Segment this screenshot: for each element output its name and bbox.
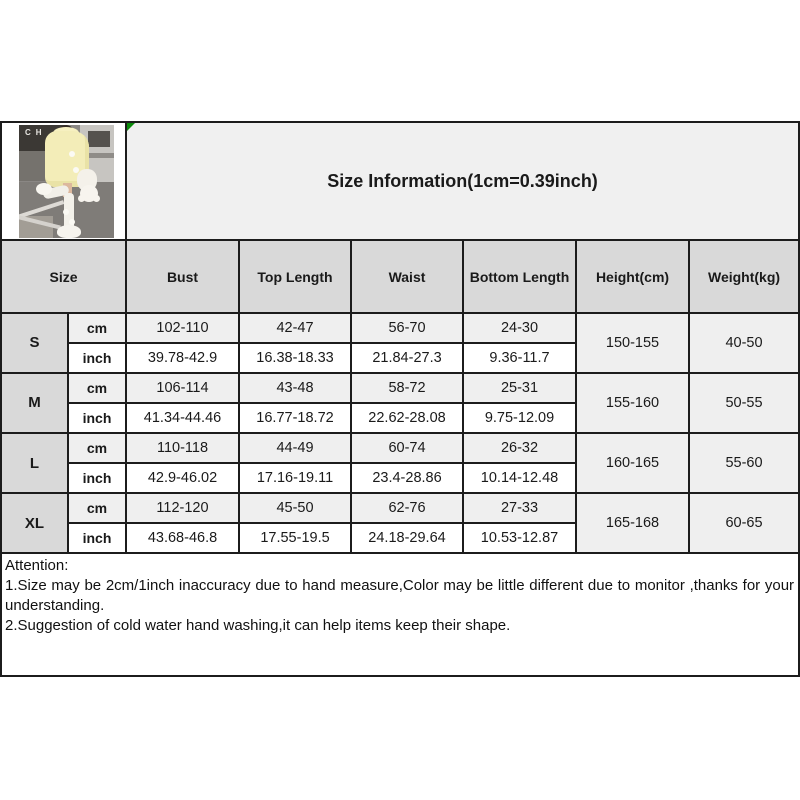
col-header-size: Size — [1, 240, 126, 312]
attention-note-1: 1.Size may be 2cm/1inch inaccuracy due to hand measure,Color may be little different due to monitor ,thanks for your understanding. — [5, 577, 795, 615]
storefront-window — [88, 131, 110, 147]
unit-label: cm — [68, 493, 126, 523]
unit-label: cm — [68, 373, 126, 403]
cell-l-cm-waist: 60-74 — [351, 433, 463, 463]
cell-m-cm-bottom-length: 25-31 — [463, 373, 576, 403]
attention-note-2: 2.Suggestion of cold water hand washing,it can help items keep their shape. — [5, 617, 511, 635]
size-label-xl: XL — [1, 493, 68, 553]
cell-l-weight: 55-60 — [689, 433, 799, 493]
header-row — [1, 240, 799, 312]
page-title: Size Information(1cm=0.39inch) — [327, 170, 598, 191]
cell-l-inch-bust: 42.9-46.02 — [126, 463, 239, 493]
col-header-top-length: Top Length — [239, 240, 351, 312]
cell-m-inch-waist: 22.62-28.08 — [351, 403, 463, 433]
cell-xl-inch-bottom-length: 10.53-12.87 — [463, 523, 576, 553]
size-label-l: L — [1, 433, 68, 493]
cell-s-height: 150-155 — [576, 313, 689, 373]
unit-label: inch — [68, 343, 126, 373]
storefront-sign: CH — [19, 125, 67, 151]
unit-label: cm — [68, 433, 126, 463]
cell-marker-icon — [127, 123, 135, 131]
cell-m-weight: 50-55 — [689, 373, 799, 433]
cell-s-weight: 40-50 — [689, 313, 799, 373]
cell-l-height: 160-165 — [576, 433, 689, 493]
col-header-waist: Waist — [351, 240, 463, 312]
cell-l-inch-bottom-length: 10.14-12.48 — [463, 463, 576, 493]
cell-m-cm-bust: 106-114 — [126, 373, 239, 403]
cell-s-inch-bottom-length: 9.36-11.7 — [463, 343, 576, 373]
cell-m-inch-bust: 41.34-44.46 — [126, 403, 239, 433]
cell-m-inch-top-length: 16.77-18.72 — [239, 403, 351, 433]
unit-label: inch — [68, 463, 126, 493]
table-row-s-cm — [1, 313, 799, 343]
attention-row — [1, 553, 799, 676]
cell-xl-cm-waist: 62-76 — [351, 493, 463, 523]
fluffy-shoe — [36, 183, 52, 195]
title-cell — [126, 122, 799, 240]
photo-cell — [1, 122, 126, 240]
size-label-m: M — [1, 373, 68, 433]
cell-xl-cm-bottom-length: 27-33 — [463, 493, 576, 523]
cell-l-cm-bottom-length: 26-32 — [463, 433, 576, 463]
cell-m-cm-top-length: 43-48 — [239, 373, 351, 403]
product-photo — [19, 125, 114, 238]
cell-xl-inch-top-length: 17.55-19.5 — [239, 523, 351, 553]
size-label-s: S — [1, 313, 68, 373]
cell-l-cm-bust: 110-118 — [126, 433, 239, 463]
cell-l-inch-top-length: 17.16-19.11 — [239, 463, 351, 493]
unit-label: cm — [68, 313, 126, 343]
cell-s-cm-bottom-length: 24-30 — [463, 313, 576, 343]
cell-xl-cm-top-length: 45-50 — [239, 493, 351, 523]
cell-xl-cm-bust: 112-120 — [126, 493, 239, 523]
col-header-height: Height(cm) — [576, 240, 689, 312]
cell-s-inch-top-length: 16.38-18.33 — [239, 343, 351, 373]
cell-m-inch-bottom-length: 9.75-12.09 — [463, 403, 576, 433]
table-row-xl-cm — [1, 493, 799, 523]
size-info-sheet — [0, 121, 799, 677]
col-header-bust: Bust — [126, 240, 239, 312]
cell-xl-height: 165-168 — [576, 493, 689, 553]
title-row — [1, 122, 799, 240]
fluffy-shoe — [57, 225, 81, 238]
unit-label: inch — [68, 523, 126, 553]
table-row-m-cm — [1, 373, 799, 403]
size-chart-table — [0, 121, 800, 677]
attention-cell — [1, 553, 799, 676]
attention-heading: Attention: — [5, 557, 69, 575]
table-row-l-cm — [1, 433, 799, 463]
cell-xl-inch-waist: 24.18-29.64 — [351, 523, 463, 553]
cell-xl-inch-bust: 43.68-46.8 — [126, 523, 239, 553]
cell-s-cm-waist: 56-70 — [351, 313, 463, 343]
cell-s-inch-waist: 21.84-27.3 — [351, 343, 463, 373]
cell-m-cm-waist: 58-72 — [351, 373, 463, 403]
cell-l-inch-waist: 23.4-28.86 — [351, 463, 463, 493]
cell-m-height: 155-160 — [576, 373, 689, 433]
col-header-weight: Weight(kg) — [689, 240, 799, 312]
cell-xl-weight: 60-65 — [689, 493, 799, 553]
cell-l-cm-top-length: 44-49 — [239, 433, 351, 463]
cell-s-inch-bust: 39.78-42.9 — [126, 343, 239, 373]
unit-label: inch — [68, 403, 126, 433]
cell-s-cm-bust: 102-110 — [126, 313, 239, 343]
cell-s-cm-top-length: 42-47 — [239, 313, 351, 343]
col-header-bottom-length: Bottom Length — [463, 240, 576, 312]
